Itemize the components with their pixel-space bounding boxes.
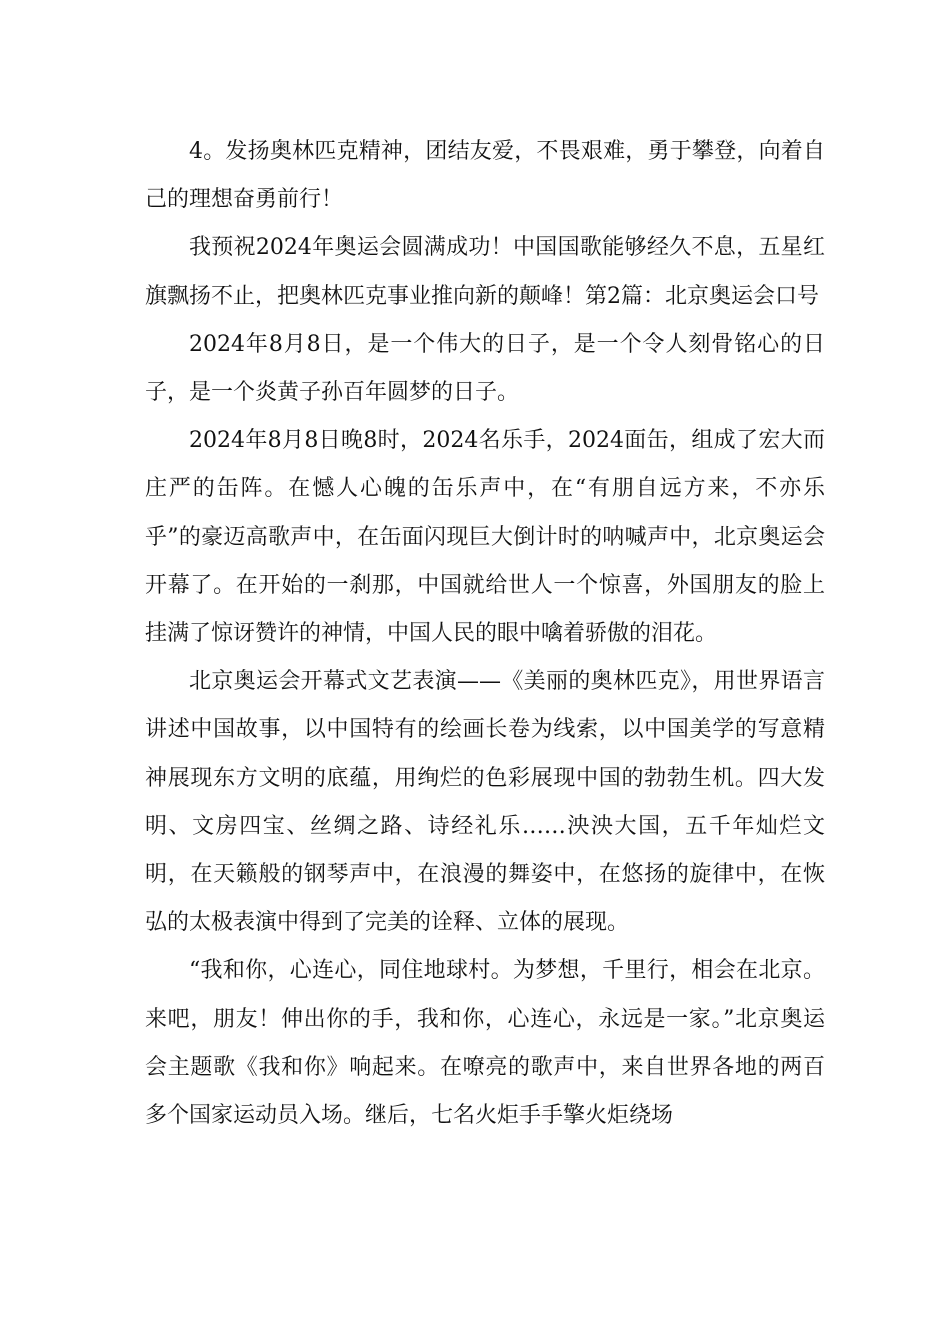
document-body [145,128,825,1140]
paragraph-6: “我和你，心连心，同住地球村。为梦想，千里行，相会在北京。来吧，朋友！伸出你的手，我和你，心连心，永远是一家。”北京奥运会主题歌《我和你》响起来。在嘹亮的歌声中，来自世界各地的两百多个国家运动员入场。继后，七名火炬手手擎火炬绕场 [145,958,825,1129]
paragraph-1: 4。发扬奥林匹克精神，团结友爱，不畏艰难，勇于攀登，向着自己的理想奋勇前行！ [145,139,825,213]
paragraph-4: 2024年8月8日晚8时，2024名乐手，2024面缶，组成了宏大而庄严的缶阵。在憾人心魄的缶乐声中，在“有朋自远方来，不亦乐乎”的豪迈高歌声中，在缶面闪现巨大倒计时的呐喊声中，北京奥运会开幕了。在开始的一刹那，中国就给世人一个惊喜，外国朋友的脸上挂满了惊讶赞许的神情，中国人民的眼中噙着骄傲的泪花。 [145,428,825,647]
paragraph-5: 北京奥运会开幕式文艺表演——《美丽的奥林匹克》，用世界语言讲述中国故事，以中国特有的绘画长卷为线索，以中国美学的写意精神展现东方文明的底蕴，用绚烂的色彩展现中国的勃勃生机。四大发明、文房四宝、丝绸之路、诗经礼乐……泱泱大国，五千年灿烂文明，在天籁般的钢琴声中，在浪漫的舞姿中，在悠扬的旋律中，在恢弘的太极表演中得到了完美的诠释、立体的展现。 [145,669,825,936]
paragraph-3: 2024年8月8日，是一个伟大的日子，是一个令人刻骨铭心的日子，是一个炎黄子孙百年圆梦的日子。 [145,331,825,406]
paragraph-2: 我预祝2024年奥运会圆满成功！中国国歌能够经久不息，五星红旗飘扬不止，把奥林匹克事业推向新的颠峰！第2篇：北京奥运会口号 [145,235,825,309]
